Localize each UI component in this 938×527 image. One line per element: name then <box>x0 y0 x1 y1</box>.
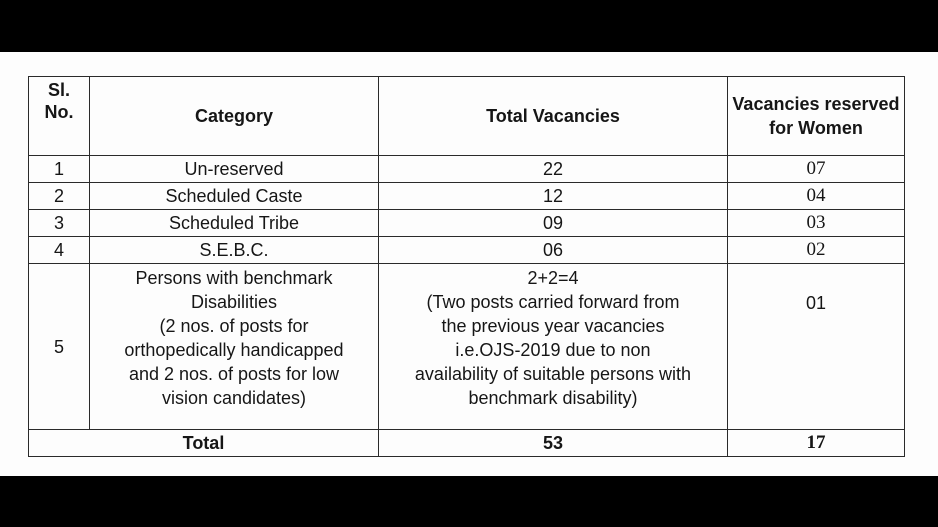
header-sl-no <box>29 77 90 156</box>
document-page <box>0 52 938 476</box>
category-cell: Scheduled Caste <box>90 183 379 210</box>
total-label: Total <box>29 430 379 457</box>
women-cell: 01 <box>728 264 905 430</box>
total-line: availability of suitable persons with <box>414 364 692 384</box>
category-line: and 2 nos. of posts for low <box>128 364 340 384</box>
total-cell: 09 <box>379 210 728 237</box>
total-row <box>29 430 905 457</box>
header-category: Category <box>90 77 379 156</box>
bottom-black-bar <box>0 476 938 527</box>
sl-cell: 5 <box>29 264 90 430</box>
total-line: i.e.OJS-2019 due to non <box>455 340 651 360</box>
sl-cell: 2 <box>29 183 90 210</box>
table-header-row <box>29 77 905 156</box>
sl-cell: 4 <box>29 237 90 264</box>
table-row <box>29 210 905 237</box>
header-total-vacancies: Total Vacancies <box>379 77 728 156</box>
total-line: 2+2=4 <box>527 268 579 288</box>
category-line: (2 nos. of posts for <box>159 316 309 336</box>
table-row <box>29 237 905 264</box>
total-cell <box>379 264 728 430</box>
category-line: Disabilities <box>190 292 278 312</box>
total-vacancies-sum: 53 <box>379 430 728 457</box>
sl-cell: 1 <box>29 156 90 183</box>
sl-cell: 3 <box>29 210 90 237</box>
total-cell: 22 <box>379 156 728 183</box>
category-cell: Un-reserved <box>90 156 379 183</box>
table-row <box>29 264 905 430</box>
header-sl-no-label: Sl. No. <box>44 80 74 122</box>
category-cell: Scheduled Tribe <box>90 210 379 237</box>
total-line: the previous year vacancies <box>441 316 665 336</box>
category-cell <box>90 264 379 430</box>
total-line: (Two posts carried forward from <box>426 292 680 312</box>
category-line: vision candidates) <box>161 388 307 408</box>
total-cell: 06 <box>379 237 728 264</box>
total-line: benchmark disability) <box>468 388 638 408</box>
vacancy-table <box>28 76 905 457</box>
women-cell: 02 <box>728 237 905 264</box>
women-cell: 07 <box>728 156 905 183</box>
table-row <box>29 156 905 183</box>
table-row <box>29 183 905 210</box>
total-women-sum: 17 <box>728 430 905 457</box>
total-cell: 12 <box>379 183 728 210</box>
category-line: Persons with benchmark <box>135 268 333 288</box>
women-cell: 03 <box>728 210 905 237</box>
women-cell: 04 <box>728 183 905 210</box>
category-cell: S.E.B.C. <box>90 237 379 264</box>
header-women-reserved: Vacancies reserved for Women <box>728 77 905 156</box>
top-black-bar <box>0 0 938 52</box>
category-line: orthopedically handicapped <box>124 340 344 360</box>
